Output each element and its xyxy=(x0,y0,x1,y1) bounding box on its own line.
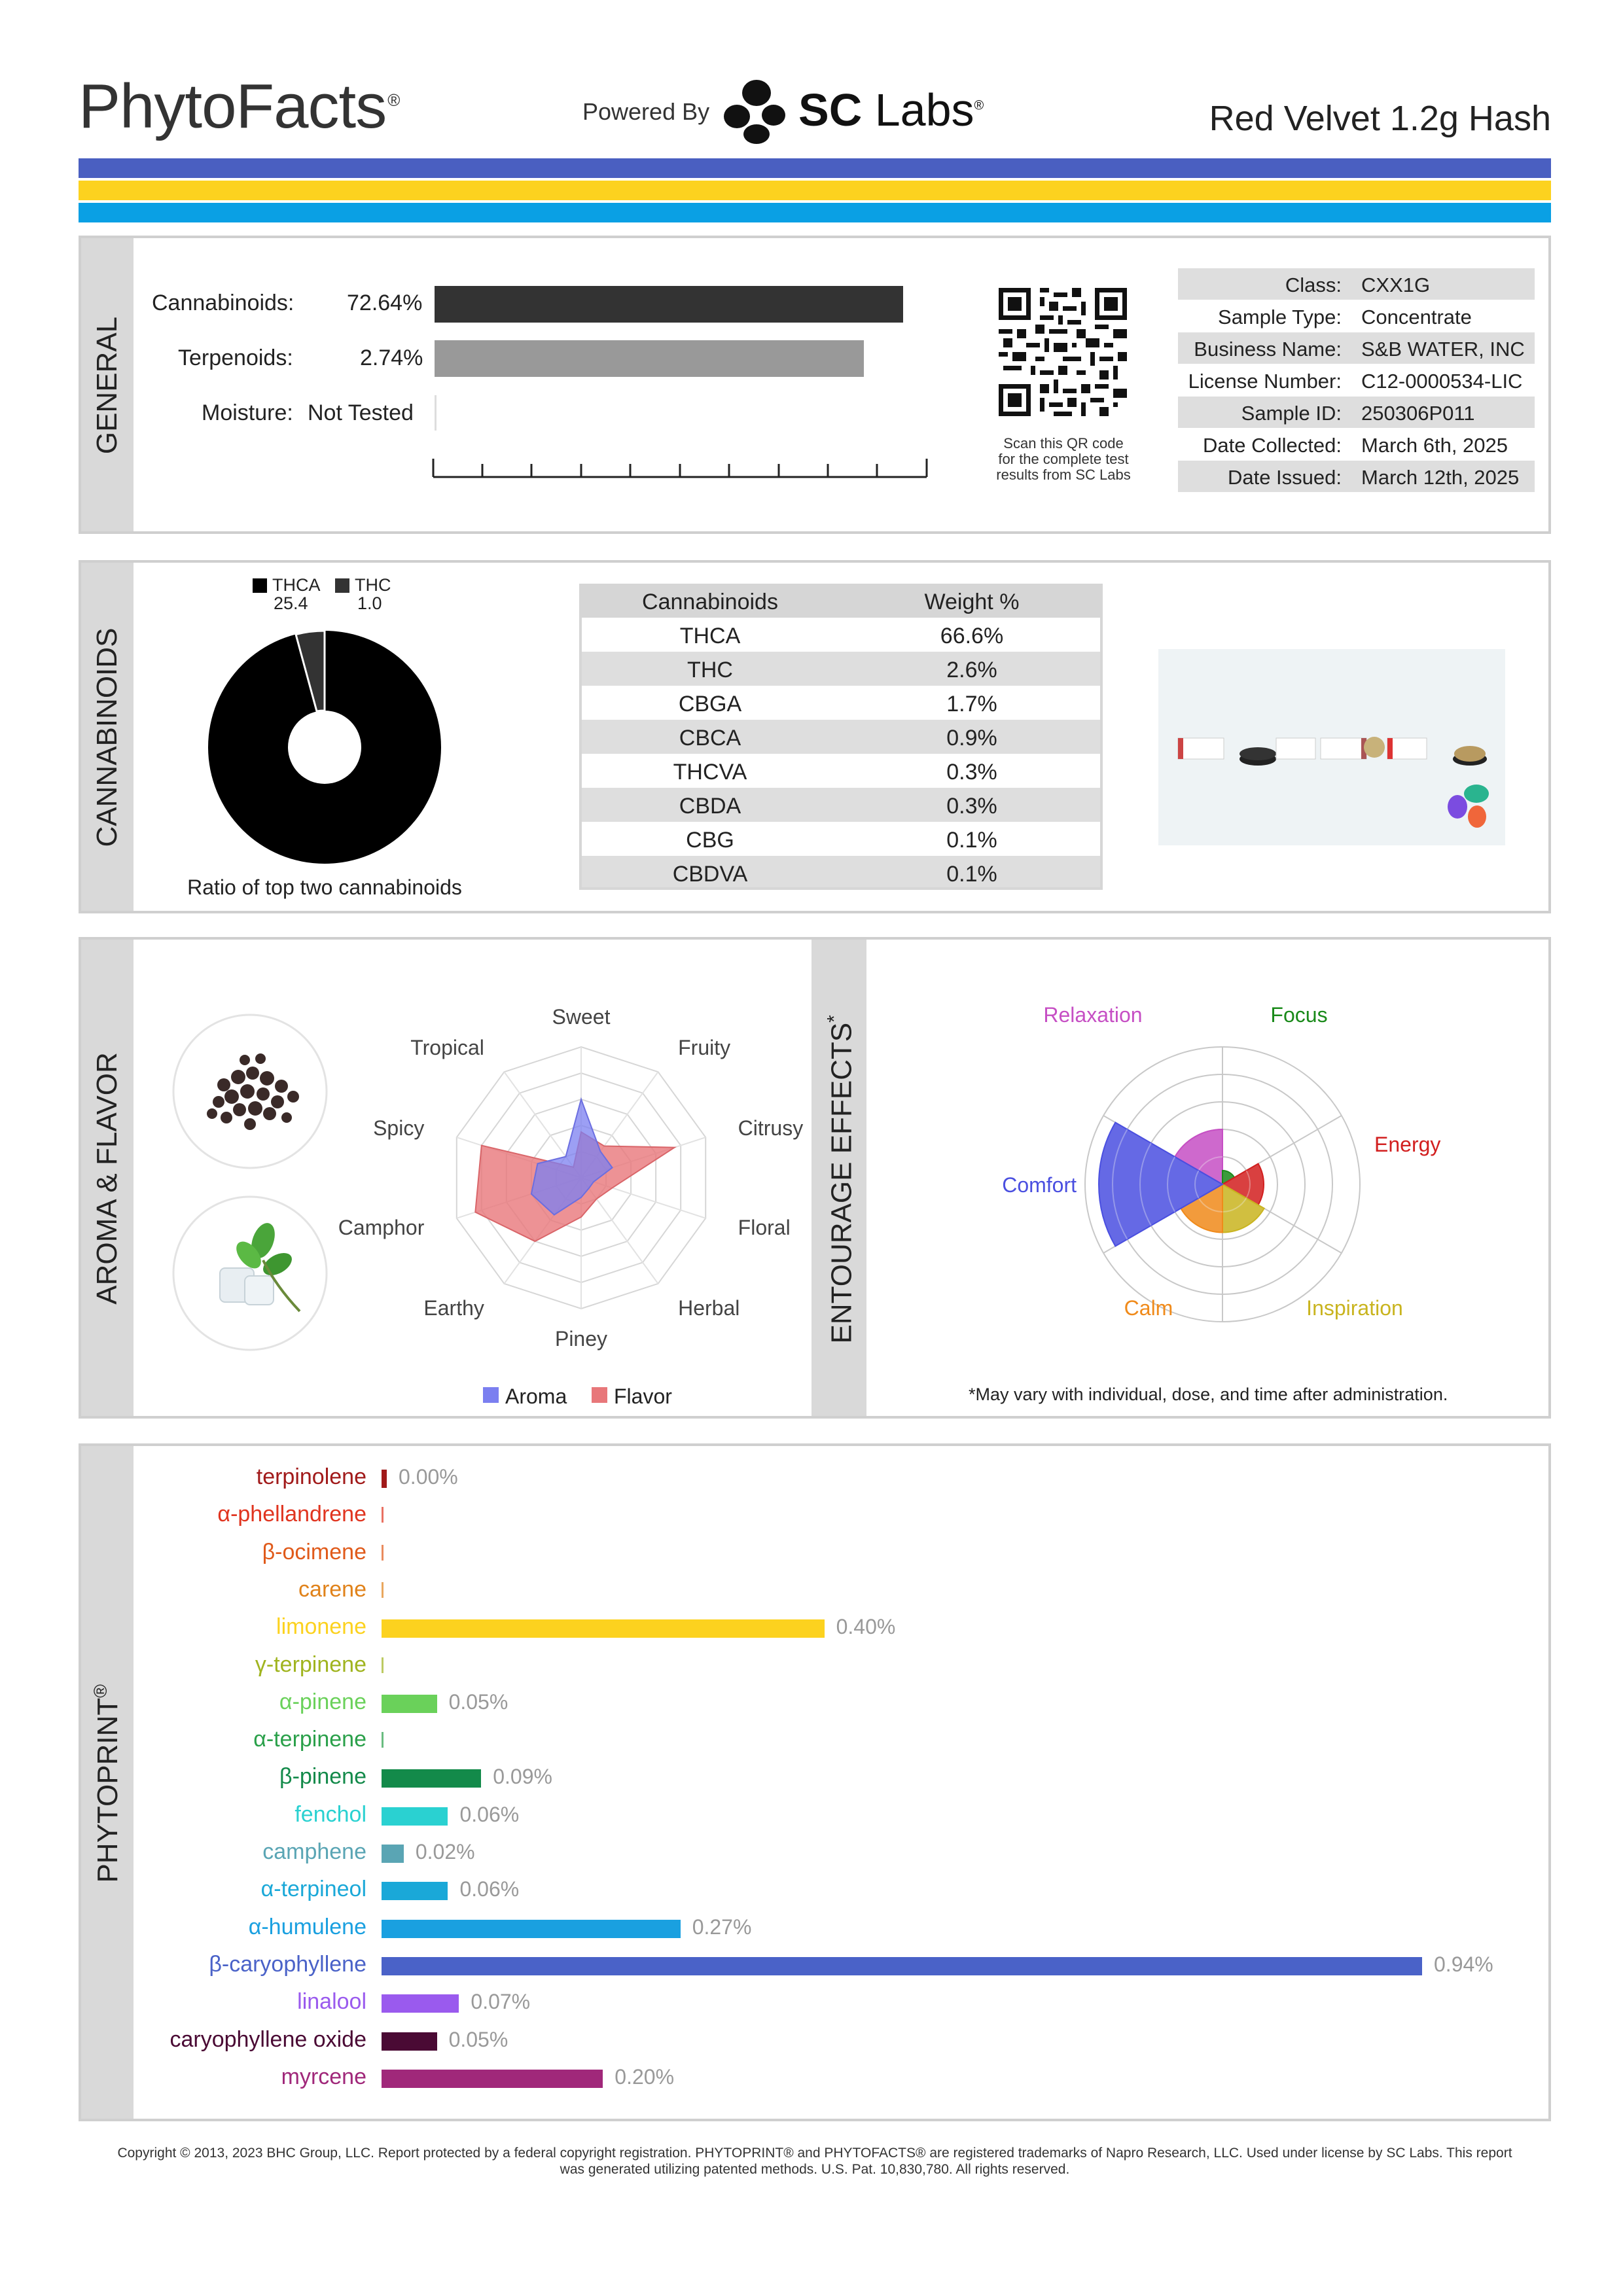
legend-value: 25.4 xyxy=(274,593,308,613)
cell-name: CBDVA xyxy=(672,862,748,887)
terpene-value: 0.07% xyxy=(471,1990,531,2014)
copyright-footer xyxy=(79,2145,1551,2178)
radar-axis-label: Citrusy xyxy=(738,1116,804,1140)
stripe-yellow xyxy=(79,181,1551,200)
terpene-name: carene xyxy=(298,1576,366,1602)
terpene-bar xyxy=(382,1920,681,1938)
black-pepper-icon xyxy=(171,1013,329,1170)
cell-name: CBG xyxy=(686,828,734,853)
cell-weight: 0.1% xyxy=(946,862,997,887)
terpene-bar xyxy=(382,2070,603,2088)
cannabinoids-value: 72.64% xyxy=(347,291,423,315)
table-row xyxy=(579,822,1103,856)
effect-label: Focus xyxy=(1270,1003,1328,1027)
effect-label: Energy xyxy=(1374,1133,1441,1156)
cell-weight: 1.7% xyxy=(946,692,997,716)
terpene-bar xyxy=(382,1732,383,1748)
effect-label: Relaxation xyxy=(1043,1003,1143,1027)
qr-code-icon[interactable] xyxy=(999,288,1127,416)
phytoprint-mark: ® xyxy=(90,1684,111,1698)
brand-mark: ® xyxy=(387,90,400,110)
cell-weight: 66.6% xyxy=(940,624,1004,648)
cannabinoid-table xyxy=(579,584,1103,890)
info-row-sample-id xyxy=(1178,397,1535,428)
cannabinoids-side xyxy=(81,563,134,911)
cannabinoids-section-label: CANNABINOIDS xyxy=(91,627,123,847)
terpene-bar xyxy=(382,1470,387,1488)
sc-labs-wordmark xyxy=(798,84,984,136)
terpene-value: 0.27% xyxy=(692,1915,752,1939)
stripe-cyan xyxy=(79,203,1551,222)
info-value: 250306P011 xyxy=(1361,402,1475,425)
footer-line: was generated utilizing patented methods. U.S. Pat. 10,830,780. All rights reserved. xyxy=(560,2162,1070,2177)
terpene-value: 0.05% xyxy=(448,2027,508,2051)
terpene-bar xyxy=(382,1619,825,1638)
cell-name: THCVA xyxy=(673,760,747,785)
phytoprint-section-label xyxy=(90,1620,124,1947)
legend-flavor: Flavor xyxy=(614,1385,672,1408)
radar-axis-label: Spicy xyxy=(373,1116,425,1140)
qr-caption-line: Scan this QR code xyxy=(1003,435,1124,451)
table-header xyxy=(579,584,1103,618)
info-key: Sample Type: xyxy=(1218,306,1342,328)
effects-section-label xyxy=(824,986,859,1372)
info-row-sample-type xyxy=(1178,300,1535,332)
terpene-bar xyxy=(382,1957,1422,1975)
table-row xyxy=(579,618,1103,652)
terpene-bar xyxy=(382,1507,383,1523)
donut-caption: Ratio of top two cannabinoids xyxy=(187,875,462,899)
entourage-effects-chart xyxy=(929,988,1531,1328)
qr-caption-line: for the complete test xyxy=(998,451,1129,467)
terpene-bar xyxy=(382,2032,437,2051)
table-row xyxy=(579,686,1103,720)
terpene-name: linalool xyxy=(297,1989,366,2015)
terpene-value: 0.94% xyxy=(1434,1952,1493,1976)
product-photo xyxy=(1158,649,1505,845)
terpenoids-bar xyxy=(435,340,864,377)
terpene-bar xyxy=(382,1545,383,1561)
table-row xyxy=(579,788,1103,822)
info-key: License Number: xyxy=(1188,370,1342,393)
footer-line: Copyright © 2013, 2023 BHC Group, LLC. Report protected by a federal copyright registration. PHYTOPRINT® and PHYTOFACTS® are registered trademarks of Napro Research, LLC. Used under license by SC Labs. This report xyxy=(117,2146,1512,2161)
legend-swatch-thc xyxy=(335,578,349,593)
qr-caption xyxy=(975,436,1152,483)
cell-weight: 0.1% xyxy=(946,828,997,853)
legend-thca xyxy=(272,576,321,612)
info-value: C12-0000534-LIC xyxy=(1361,370,1523,393)
legend-swatch-thca xyxy=(253,578,267,593)
cell-weight: 0.3% xyxy=(946,760,997,785)
info-row-business-name xyxy=(1178,332,1535,364)
info-key: Class: xyxy=(1285,274,1342,296)
aroma-flavor-radar-chart xyxy=(338,981,818,1368)
moisture-bar xyxy=(435,395,437,431)
info-value: March 12th, 2025 xyxy=(1361,466,1520,489)
cannabinoids-bar xyxy=(435,286,903,323)
info-value: S&B WATER, INC xyxy=(1361,338,1525,361)
lab-bold: SC xyxy=(798,84,863,135)
terpene-bar xyxy=(382,1769,481,1788)
effects-note: *May vary with individual, dose, and time after administration. xyxy=(969,1385,1448,1404)
aroma-section-label: AROMA & FLAVOR xyxy=(91,1052,123,1305)
info-value: CXX1G xyxy=(1361,274,1431,296)
terpene-value: 0.20% xyxy=(615,2064,675,2089)
terpene-bar xyxy=(382,1807,448,1826)
cell-name: THCA xyxy=(679,624,741,648)
header-weight: Weight % xyxy=(924,590,1020,614)
cannabinoid-donut-chart xyxy=(207,629,442,865)
terpene-bar xyxy=(382,1695,437,1713)
terpene-name: γ-terpinene xyxy=(255,1651,366,1677)
cell-weight: 0.9% xyxy=(946,726,997,751)
cell-name: THC xyxy=(687,658,733,682)
legend-swatch-flavor xyxy=(592,1387,607,1403)
stripe-blue xyxy=(79,158,1551,178)
cell-weight: 0.3% xyxy=(946,794,997,819)
mint-ice-icon xyxy=(171,1195,329,1352)
info-key: Date Issued: xyxy=(1227,466,1342,489)
phytoprint-title: PHYTOPRINT xyxy=(91,1697,124,1883)
cell-name: CBGA xyxy=(678,692,742,716)
terpene-name: α-phellandrene xyxy=(217,1502,366,1527)
terpene-value: 0.06% xyxy=(459,1802,520,1826)
effects-wedges xyxy=(1099,1123,1264,1246)
effect-label: Inspiration xyxy=(1306,1296,1403,1320)
terpene-bar xyxy=(382,1582,383,1598)
cell-weight: 2.6% xyxy=(946,658,997,682)
radar-axis-label: Tropical xyxy=(410,1035,484,1059)
cannabinoids-label: Cannabinoids: xyxy=(152,291,294,315)
moisture-value: Not Tested xyxy=(308,400,414,425)
radar-axis-label: Fruity xyxy=(678,1035,731,1059)
radar-axis-label: Earthy xyxy=(423,1296,484,1320)
effect-label: Calm xyxy=(1124,1296,1173,1320)
terpene-value: 0.40% xyxy=(836,1615,896,1639)
terpene-name: α-pinene xyxy=(279,1689,366,1714)
radar-axis-label: Sweet xyxy=(552,1005,611,1029)
general-section-label: GENERAL xyxy=(91,316,123,455)
terpene-name: β-pinene xyxy=(279,1764,366,1790)
cell-name: CBDA xyxy=(679,794,741,819)
terpene-bar xyxy=(382,1882,448,1900)
table-row xyxy=(579,856,1103,890)
terpenoids-label: Terpenoids: xyxy=(178,345,293,370)
terpene-name: caryophyllene oxide xyxy=(169,2026,366,2052)
info-key: Date Collected: xyxy=(1203,434,1342,457)
powered-by-label: Powered By xyxy=(582,98,710,125)
info-row-license-number xyxy=(1178,364,1535,396)
general-side xyxy=(81,238,134,531)
legend-aroma: Aroma xyxy=(505,1385,567,1408)
info-value: Concentrate xyxy=(1361,306,1472,328)
radar-axis-label: Camphor xyxy=(338,1216,425,1240)
terpene-bar xyxy=(382,1657,383,1673)
terpene-name: limonene xyxy=(276,1614,366,1640)
info-key: Business Name: xyxy=(1194,338,1342,361)
sc-labs-logo-icon xyxy=(719,79,791,144)
phytoprint-side xyxy=(81,1446,134,2119)
terpene-name: β-caryophyllene xyxy=(209,1951,366,1977)
header-cannabinoids: Cannabinoids xyxy=(642,590,778,614)
table-row xyxy=(579,754,1103,788)
terpene-name: fenchol xyxy=(294,1801,366,1827)
terpene-value: 0.00% xyxy=(399,1465,458,1489)
legend-swatch-aroma xyxy=(483,1387,499,1403)
qr-caption-line: results from SC Labs xyxy=(996,467,1131,483)
terpene-value: 0.02% xyxy=(415,1840,475,1863)
terpene-name: camphene xyxy=(262,1839,366,1864)
brand-name: PhytoFacts xyxy=(79,71,387,141)
info-row-class xyxy=(1178,268,1535,300)
aroma-series xyxy=(531,1099,613,1215)
radar-axis-label: Floral xyxy=(738,1216,791,1240)
terpene-name: α-terpinene xyxy=(253,1727,366,1752)
table-row xyxy=(579,652,1103,686)
terpene-bar xyxy=(382,1845,404,1863)
terpene-name: β-ocimene xyxy=(262,1539,366,1564)
general-scale-axis xyxy=(432,455,929,481)
terpene-value: 0.06% xyxy=(459,1877,520,1901)
brand-logo xyxy=(79,71,399,143)
product-name: Red Velvet 1.2g Hash xyxy=(1209,99,1551,138)
terpene-name: α-terpineol xyxy=(260,1877,366,1902)
lab-light: Labs xyxy=(874,84,974,135)
legend-name: THCA xyxy=(272,575,321,595)
terpene-value: 0.05% xyxy=(448,1689,508,1714)
legend-name: THC xyxy=(355,575,391,595)
legend-thc xyxy=(355,576,391,612)
lab-mark: ® xyxy=(974,98,984,113)
radar-axis-label: Herbal xyxy=(678,1296,740,1320)
radar-axis-label: Piney xyxy=(554,1327,608,1351)
info-key: Sample ID: xyxy=(1241,402,1342,425)
table-row xyxy=(579,720,1103,754)
info-value: March 6th, 2025 xyxy=(1361,434,1508,457)
terpene-name: α-humulene xyxy=(248,1914,366,1939)
legend-value: 1.0 xyxy=(357,593,382,613)
effects-mark: * xyxy=(823,1015,846,1023)
cell-name: CBCA xyxy=(679,726,741,751)
info-row-date-collected xyxy=(1178,429,1535,460)
info-row-date-issued xyxy=(1178,461,1535,492)
terpene-name: terpinolene xyxy=(256,1464,366,1489)
terpene-name: myrcene xyxy=(281,2064,366,2089)
effect-label: Comfort xyxy=(1002,1173,1077,1197)
effects-title: ENTOURAGE EFFECTS xyxy=(825,1022,858,1344)
terpenoids-value: 2.74% xyxy=(360,345,423,370)
moisture-label: Moisture: xyxy=(202,400,293,425)
effects-side xyxy=(812,940,866,1416)
aroma-side xyxy=(81,940,134,1416)
terpene-value: 0.09% xyxy=(493,1765,552,1789)
terpene-bar xyxy=(382,1994,459,2013)
